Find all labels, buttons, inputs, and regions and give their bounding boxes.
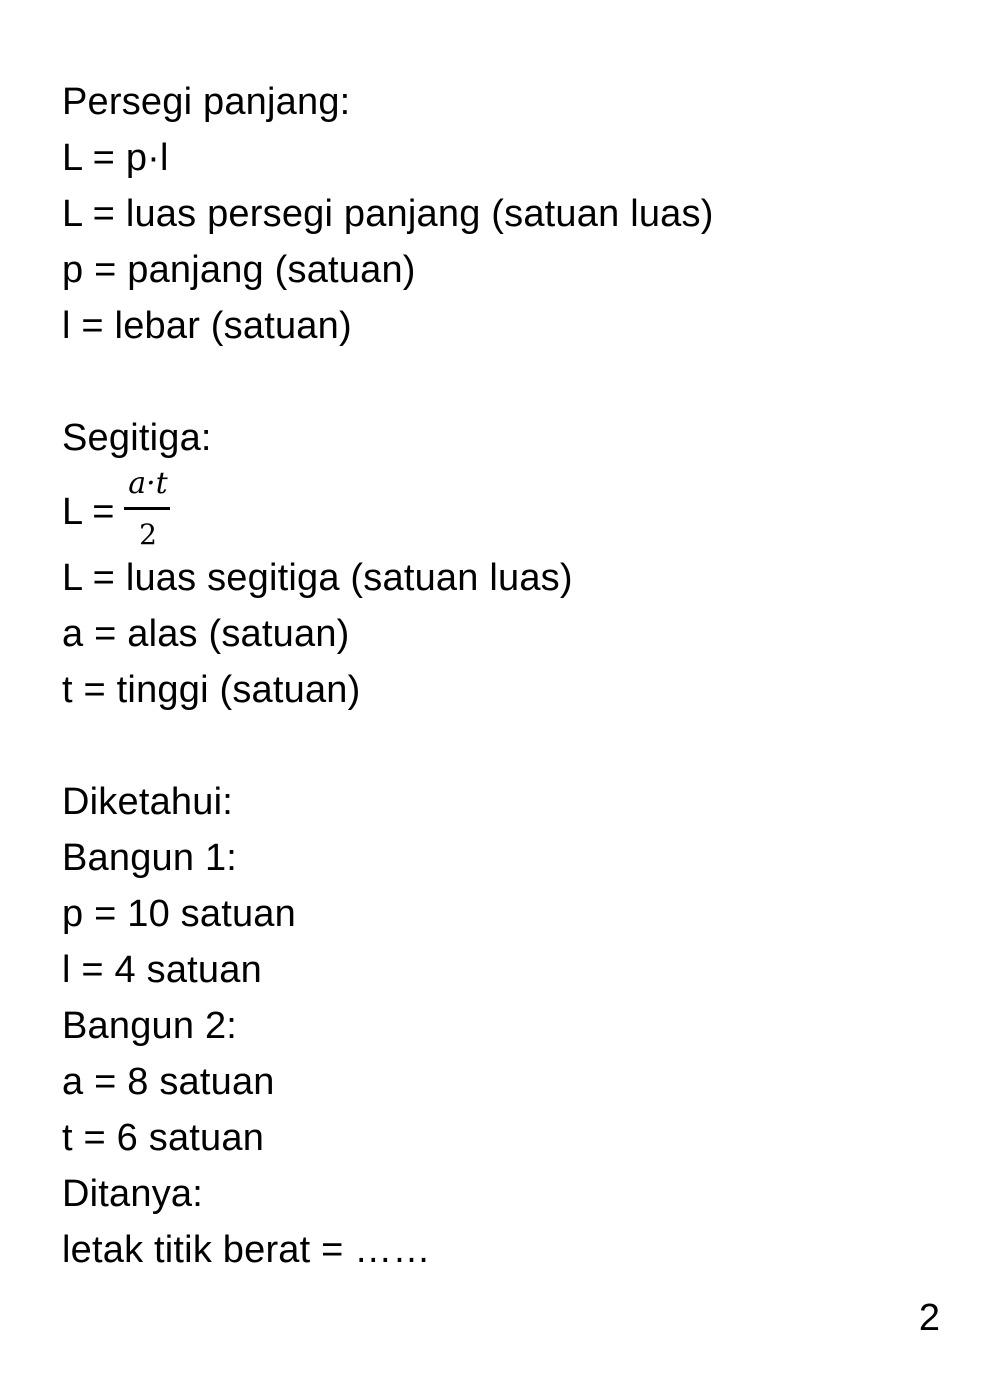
asked-heading: Ditanya:	[62, 1173, 204, 1215]
triangle-base-definition: a = alas (satuan)	[62, 613, 350, 655]
shape1-width: l = 4 satuan	[62, 949, 262, 991]
shape2-base: a = 8 satuan	[62, 1061, 275, 1103]
given-heading: Diketahui:	[62, 781, 233, 823]
asked-question: letak titik berat = ……	[62, 1229, 431, 1271]
shape1-length: p = 10 satuan	[62, 893, 296, 935]
rectangle-width-definition: l = lebar (satuan)	[62, 305, 352, 347]
triangle-heading: Segitiga:	[62, 417, 212, 459]
shape2-heading: Bangun 2:	[62, 1005, 238, 1047]
shape1-heading: Bangun 1:	[62, 837, 238, 879]
fraction-bar	[124, 507, 170, 510]
fraction	[122, 466, 174, 556]
rectangle-area-definition: L = luas persegi panjang (satuan luas)	[62, 193, 714, 235]
triangle-area-definition: L = luas segitiga (satuan luas)	[62, 557, 573, 599]
shape2-height: t = 6 satuan	[62, 1117, 265, 1159]
rectangle-area-formula: L = p·l	[62, 137, 169, 179]
fraction-denominator: 2	[139, 518, 157, 551]
formula-lhs: L =	[62, 491, 115, 533]
fraction-numerator: a·t	[128, 466, 168, 501]
triangle-height-definition: t = tinggi (satuan)	[62, 669, 361, 711]
rectangle-heading: Persegi panjang:	[62, 81, 351, 123]
rectangle-length-definition: p = panjang (satuan)	[62, 249, 416, 291]
page-number: 2	[918, 1297, 940, 1339]
